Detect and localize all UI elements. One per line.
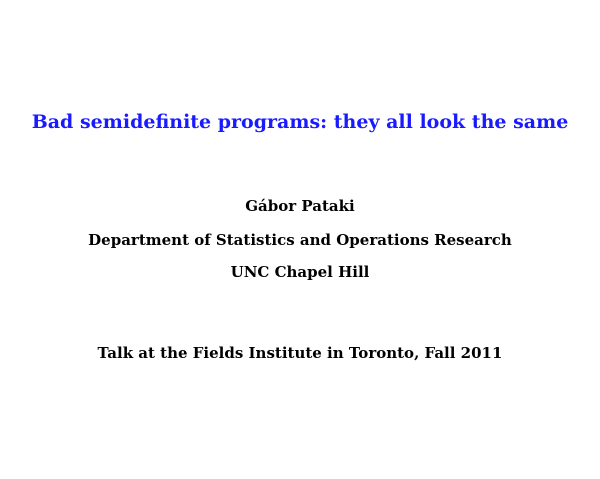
slide-title: Bad semidefinite programs: they all look the same <box>31 111 569 133</box>
talk-venue: Talk at the Fields Institute in Toronto, Fall 2011 <box>97 344 503 362</box>
author-name: Gábor Pataki <box>245 197 355 215</box>
author-university: UNC Chapel Hill <box>230 263 370 281</box>
author-department: Department of Statistics and Operations Research <box>88 231 512 249</box>
